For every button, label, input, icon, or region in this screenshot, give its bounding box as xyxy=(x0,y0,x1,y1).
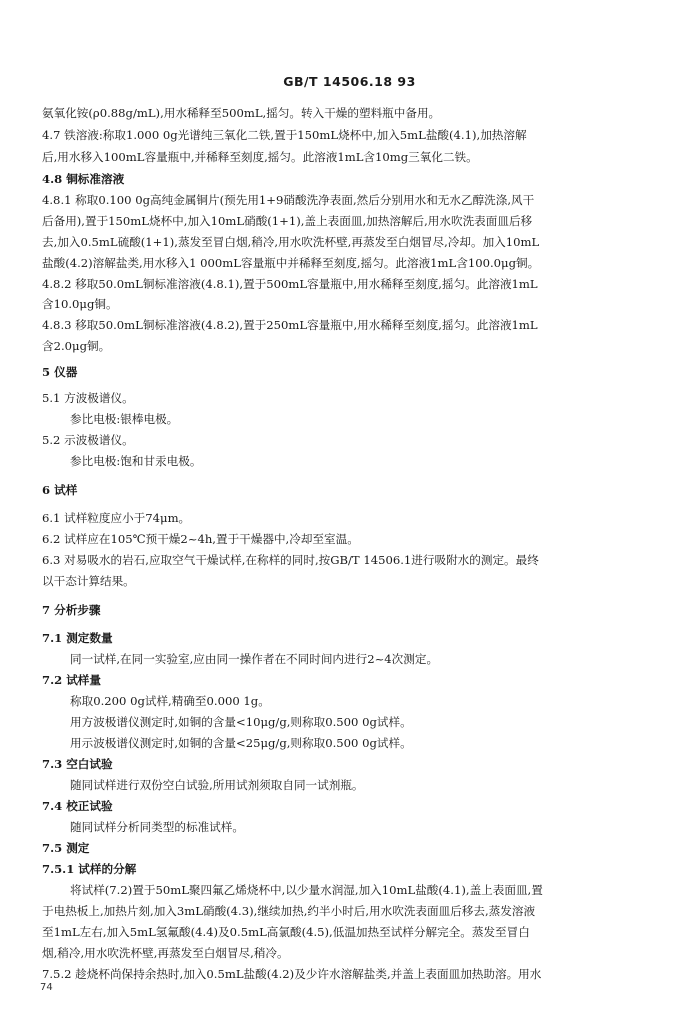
text-line: 随同试样进行双份空白试验,所用试剂须取自同一试剂瓶。 xyxy=(70,778,364,792)
text-line: 7.5.2 趁烧杯尚保持余热时,加入0.5mL盐酸(4.2)及少许水溶解盐类,并盖上表面皿加热助溶。用水 xyxy=(42,967,542,981)
text-line: 用示波极谱仪测定时,如铜的含量<25μg/g,则称取0.500 0g试样。 xyxy=(70,736,412,750)
text-line: 烟,稍冷,用水吹洗杯壁,再蒸发至白烟冒尽,稍冷。 xyxy=(42,946,289,960)
text-line: 氨氧化铵(ρ0.88g/mL),用水稀释至500mL,摇匀。转入干燥的塑料瓶中备用。 xyxy=(42,106,441,120)
text-line: 4.8.3 移取50.0mL铜标准溶液(4.8.2),置于250mL容量瓶中,用水稀释至刻度,摇匀。此溶液1mL xyxy=(42,318,538,332)
text-line: 4.8.2 移取50.0mL铜标准溶液(4.8.1),置于500mL容量瓶中,用水稀释至刻度,摇匀。此溶液1mL xyxy=(42,277,538,291)
text-line: 6.2 试样应在105℃预干燥2~4h,置于干燥器中,冷却至室温。 xyxy=(42,532,359,546)
section-heading: 7 分析步骤 xyxy=(42,603,101,617)
text-line: 6.3 对易吸水的岩石,应取空气干燥试样,在称样的同时,按GB/T 14506.1进行吸附水的测定。最终 xyxy=(42,553,539,567)
text-line: 参比电极:银棒电极。 xyxy=(70,412,179,426)
section-heading: 6 试样 xyxy=(42,483,78,497)
subsection-heading: 7.4 校正试验 xyxy=(42,799,113,813)
text-line: 于电热板上,加热片刻,加入3mL硝酸(4.3),继续加热,约半小时后,用水吹洗表面皿后移去,蒸发溶液 xyxy=(42,904,536,918)
text-line: 含10.0μg铜。 xyxy=(42,297,118,311)
subsection-heading: 7.5.1 试样的分解 xyxy=(42,862,137,876)
text-line: 含2.0μg铜。 xyxy=(42,339,111,353)
text-line: 随同试样分析同类型的标准试样。 xyxy=(70,820,244,834)
page-number: 74 xyxy=(40,982,53,993)
text-line: 用方波极谱仪测定时,如铜的含量<10μg/g,则称取0.500 0g试样。 xyxy=(70,715,412,729)
text-line: 4.7 铁溶液:称取1.000 0g光谱纯三氧化二铁,置于150mL烧杯中,加入5mL盐酸(4.1),加热溶解 xyxy=(42,128,527,142)
text-line: 4.8.1 称取0.100 0g高纯金属铜片(预先用1+9硝酸洗净表面,然后分别用水和无水乙醇洗涤,风干 xyxy=(42,193,535,207)
text-line: 6.1 试样粒度应小于74μm。 xyxy=(42,511,191,525)
text-line: 去,加入0.5mL硫酸(1+1),蒸发至冒白烟,稍冷,用水吹洗杯壁,再蒸发至白烟冒尽,冷却。加入10mL xyxy=(42,235,540,249)
text-line: 5.1 方波极谱仪。 xyxy=(42,391,134,405)
text-line: 至1mL左右,加入5mL氢氟酸(4.4)及0.5mL高氯酸(4.5),低温加热至试样分解完全。蒸发至冒白 xyxy=(42,925,530,939)
text-line: 将试样(7.2)置于50mL聚四氟乙烯烧杯中,以少量水润湿,加入10mL盐酸(4.1),盖上表面皿,置 xyxy=(70,883,543,897)
subsection-heading: 7.2 试样量 xyxy=(42,673,101,687)
section-heading: 4.8 铜标准溶液 xyxy=(42,172,125,186)
text-line: 后备用),置于150mL烧杯中,加入10mL硝酸(1+1),盖上表面皿,加热溶解后,用水吹洗表面皿后移 xyxy=(42,214,533,228)
section-heading: 5 仪器 xyxy=(42,365,78,379)
page-header: GB/T 14506.18 93 xyxy=(283,74,416,89)
subsection-heading: 7.5 测定 xyxy=(42,841,90,855)
subsection-heading: 7.3 空白试验 xyxy=(42,757,113,771)
text-line: 称取0.200 0g试样,精确至0.000 1g。 xyxy=(70,694,270,708)
subsection-heading: 7.1 测定数量 xyxy=(42,631,113,645)
text-line: 参比电极:饱和甘汞电极。 xyxy=(70,454,202,468)
text-line: 以干态计算结果。 xyxy=(42,574,135,588)
text-line: 后,用水移入100mL容量瓶中,并稀释至刻度,摇匀。此溶液1mL含10mg三氧化二铁。 xyxy=(42,150,478,164)
text-line: 同一试样,在同一实验室,应由同一操作者在不同时间内进行2~4次测定。 xyxy=(70,652,439,666)
text-line: 盐酸(4.2)溶解盐类,用水移入1 000mL容量瓶中并稀释至刻度,摇匀。此溶液1mL含100.0μg铜。 xyxy=(42,256,540,270)
text-line: 5.2 示波极谱仪。 xyxy=(42,433,134,447)
